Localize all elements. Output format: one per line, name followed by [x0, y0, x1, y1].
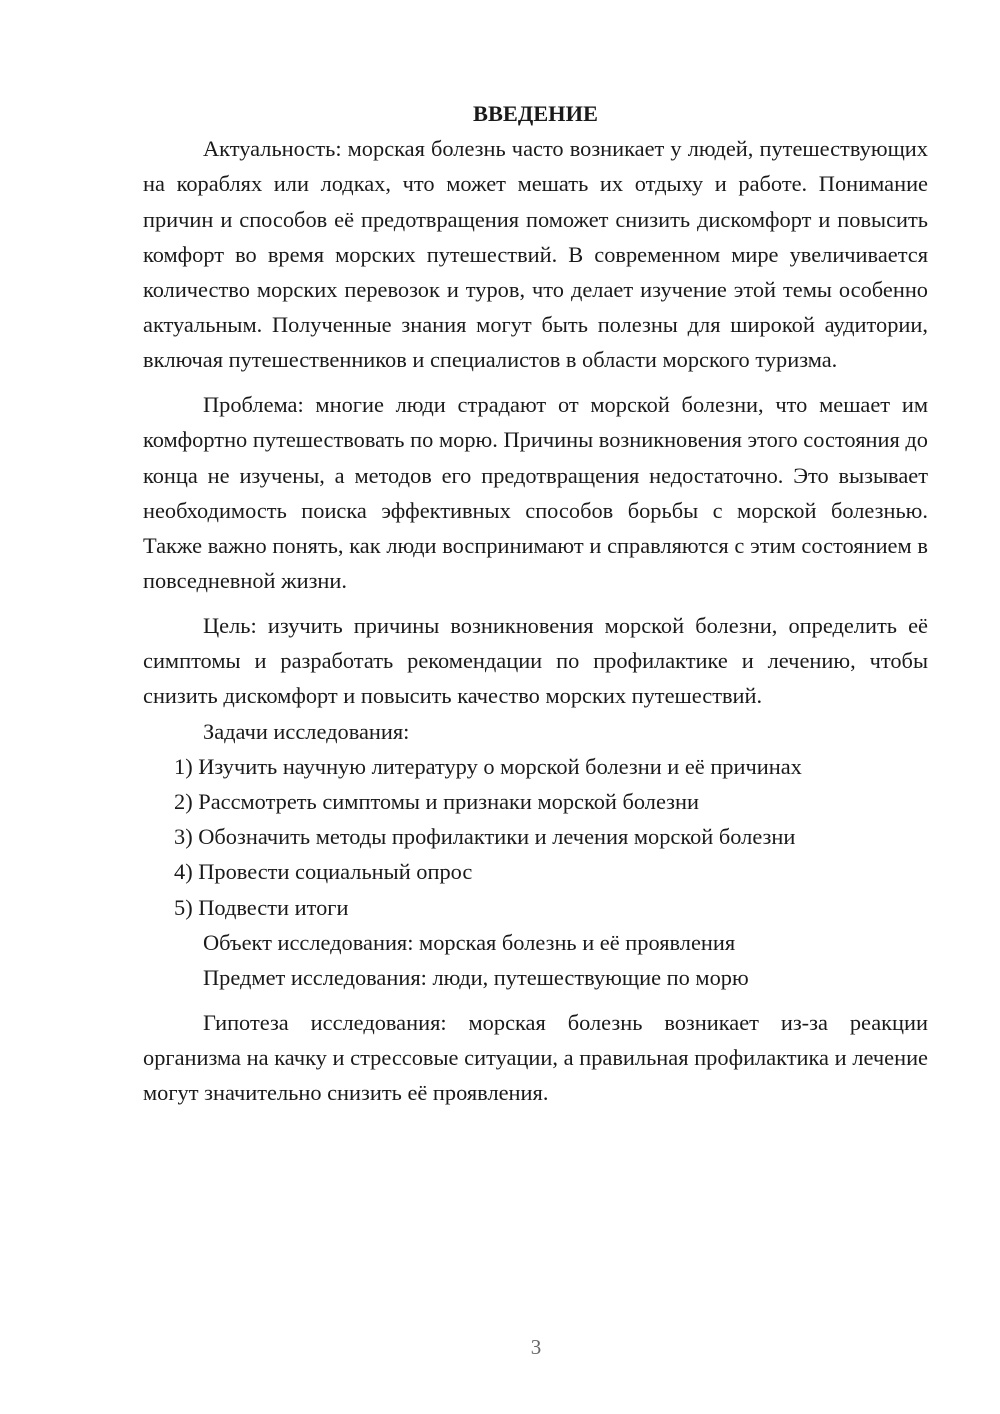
- list-item: 4) Провести социальный опрос: [174, 859, 473, 885]
- goal-paragraph: Цель: изучить причины возникновения морской болезни, определить её симптомы и разработать рекомендации по профилактике и лечению, чтобы снизить дискомфорт и повысить качество морских путешествий.: [143, 613, 928, 709]
- hypothesis-paragraph: Гипотеза исследования: морская болезнь возникает из-за реакции организма на качку и стрессовые ситуации, а правильная профилактика и лечение могут значительно снизить её проявления.: [143, 1009, 928, 1106]
- list-item: 2) Рассмотреть симптомы и признаки морской болезни: [174, 789, 699, 815]
- list-item: 3) Обозначить методы профилактики и лечения морской болезни: [174, 824, 796, 850]
- list-item: 1) Изучить научную литературу о морской болезни и её причинах: [174, 753, 802, 779]
- problem-paragraph: Проблема: многие люди страдают от морской болезни, что мешает им комфортно путешествовать по морю. Причины возникновения этого состояния до конца не изучены, а методов его предотвращения недостаточно. Это вызывает необходимость поиска эффективных способов борьбы с морской болезнью. Также важно понять, как люди воспринимают и справляются с этим состоянием в повседневной жизни.: [143, 392, 928, 594]
- section-title: ВВЕДЕНИЕ: [473, 101, 598, 126]
- research-object: Объект исследования: морская болезнь и её проявления: [203, 929, 736, 955]
- relevance-paragraph: Актуальность: морская болезнь часто возникает у людей, путешествующих на кораблях или лодках, что может мешать их отдыху и работе. Понимание причин и способов её предотвращения поможет снизить дискомфорт и повысить комфорт во время морских путешествий. В современном мире увеличивается количество морских перевозок и туров, что делает изучение этой темы особенно актуальным. Полученные знания могут быть полезны для широкой аудитории, включая путешественников и специалистов в области морского туризма.: [143, 136, 928, 373]
- research-subject: Предмет исследования: люди, путешествующие по морю: [203, 965, 749, 991]
- page-number: 3: [530, 1335, 542, 1359]
- page-content: [143, 96, 928, 1110]
- tasks-list: [143, 749, 928, 925]
- tasks-heading: Задачи исследования:: [203, 718, 410, 744]
- list-item: 5) Подвести итоги: [174, 894, 349, 920]
